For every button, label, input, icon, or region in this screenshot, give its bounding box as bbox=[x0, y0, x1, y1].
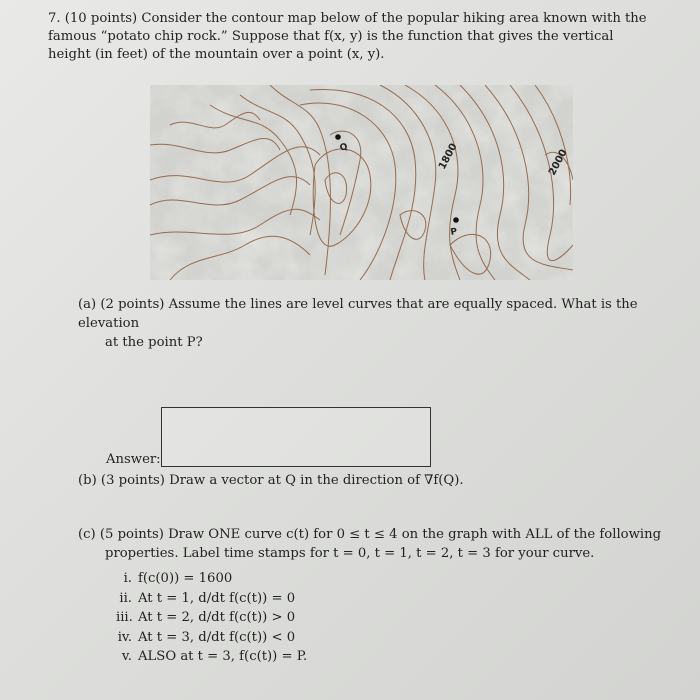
property-item: i. f(c(0)) = 1600 bbox=[123, 571, 233, 586]
point-p-marker[interactable] bbox=[453, 217, 459, 223]
part-c-question bbox=[78, 525, 663, 563]
point-p-label: P bbox=[449, 226, 459, 238]
part-c-properties bbox=[116, 569, 307, 667]
contour-map[interactable] bbox=[150, 85, 573, 280]
part-a-label: (a) (2 points) Assume the lines are level curves that are equally spaced. What is the elevation bbox=[78, 297, 638, 331]
answer-box[interactable] bbox=[161, 407, 431, 467]
property-item: iii. At t = 2, d/dt f(c(t)) > 0 bbox=[116, 610, 296, 625]
contour-label-1800: 1800 bbox=[436, 141, 460, 172]
property-item: v. ALSO at t = 3, f(c(t)) = P. bbox=[121, 649, 308, 664]
contour-map-graphic bbox=[150, 85, 573, 280]
part-c-label: (c) (5 points) Draw ONE curve c(t) for 0 ≤ t ≤ 4 on the graph with ALL of the following bbox=[78, 527, 662, 542]
part-c-continuation: properties. Label time stamps for t = 0, t = 1, t = 2, t = 3 for your curve. bbox=[105, 546, 595, 561]
part-b-question bbox=[78, 471, 663, 490]
problem-statement: 7. (10 points) Consider the contour map below of the popular hiking area known with the famous “potato chip rock.” Suppose that f(x, y) is the function that gives the vertical height (in feet) of the mountain over a point (x, y). bbox=[48, 11, 647, 62]
point-q-label: Q bbox=[338, 141, 350, 154]
part-a-continuation: at the point P? bbox=[105, 335, 203, 350]
property-item: ii. At t = 1, d/dt f(c(t)) = 0 bbox=[119, 590, 296, 606]
point-q-marker[interactable] bbox=[335, 134, 341, 140]
answer-label: Answer: bbox=[106, 452, 161, 467]
part-a-question bbox=[78, 295, 663, 352]
part-b-label: (b) (3 points) Draw a vector at Q in the direction of ∇f(Q). bbox=[78, 473, 464, 488]
contour-label-2000: 2000 bbox=[546, 147, 570, 178]
property-item: iv. At t = 3, d/dt f(c(t)) < 0 bbox=[117, 629, 296, 645]
